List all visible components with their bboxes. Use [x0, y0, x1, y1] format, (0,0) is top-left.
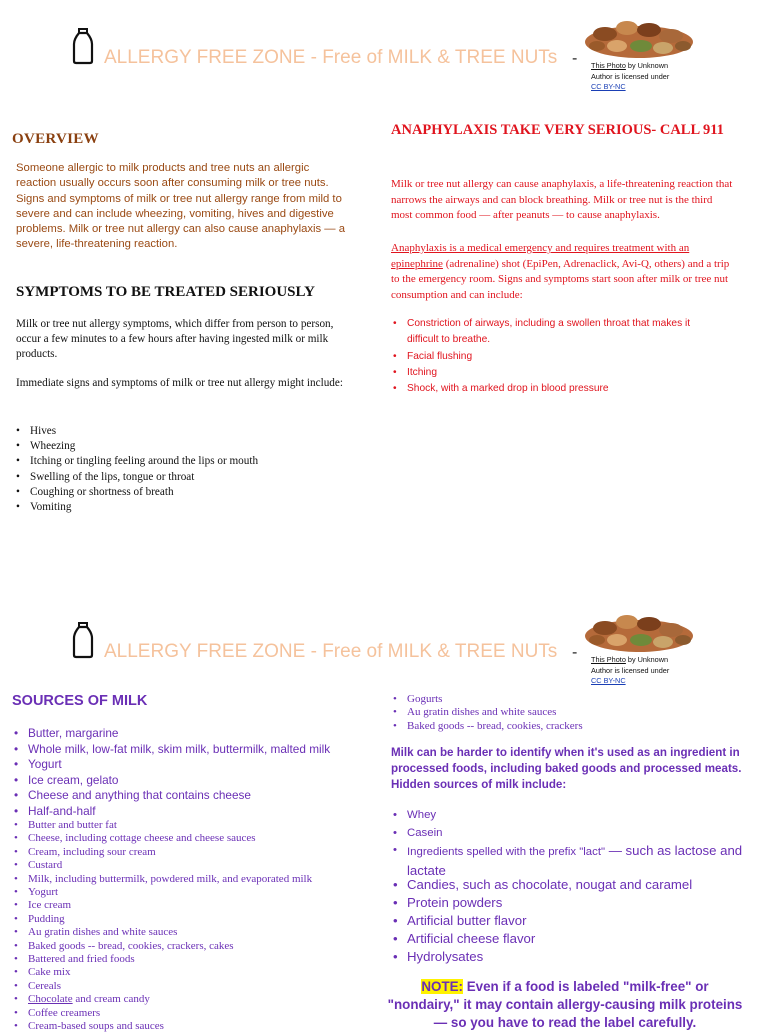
list-item: • Custard [14, 859, 374, 872]
immediate-symptoms-list [16, 424, 316, 515]
note-paragraph: NOTE: Even if a food is labeled "milk-free" or "nondairy," it may contain allergy-causing milk proteins — so you have to read the label carefully. [387, 979, 743, 1030]
list-item: • Au gratin dishes and white sauces [14, 926, 374, 939]
list-item: • Battered and fried foods [14, 953, 374, 966]
list-item: • Ice cream [14, 899, 374, 912]
photo-credit: This Photo by Unknown Author is licensed under CC BY-NC [591, 61, 670, 91]
immediate-intro: Immediate signs and symptoms of milk or tree nut allergy might include: [16, 377, 343, 389]
symptoms-heading: SYMPTOMS TO BE TREATED SERIOUSLY [16, 284, 315, 300]
list-item: • Yogurt [14, 886, 374, 899]
anaphylaxis-heading: ANAPHYLAXIS TAKE VERY SERIOUS- CALL 911 [391, 122, 724, 138]
list-item: • Constriction of airways, including a swollen throat that makes it difficult to breathe. [393, 316, 723, 349]
note-label: NOTE: [421, 979, 464, 994]
photo-credit-link[interactable]: This Photo [591, 61, 626, 70]
header-dash-page-2: - [572, 644, 578, 661]
list-item: • Swelling of the lips, tongue or throat [16, 470, 316, 485]
list-item: • Au gratin dishes and white sauces [393, 706, 733, 719]
sources-list-b [14, 819, 374, 1034]
header-title: ALLERGY FREE ZONE - Free of MILK & TREE NUTs [104, 47, 558, 68]
header-dash: - [572, 50, 578, 67]
photo-credit-page-2: This Photo by Unknown Author is licensed under CC BY-NC [591, 655, 670, 685]
sources-list-a [14, 726, 374, 819]
list-item: • Protein powders [393, 894, 753, 912]
list-item: • Cream-based soups and sauces [14, 1020, 374, 1033]
list-item: • Hives [16, 424, 316, 439]
list-item: • Ingredients spelled with the prefix "lact" — such as lactose and lactate [393, 842, 753, 881]
list-item: • Casein [393, 825, 753, 843]
list-item: • Baked goods -- bread, cookies, crackers [393, 720, 733, 733]
list-item: • Cheese and anything that contains cheese [14, 788, 374, 804]
overview-text: Someone allergic to milk products and tree nuts an allergic reaction usually occurs soon after consuming milk or tree nuts. Signs and symptoms of milk or tree nut allergy range from mild to severe and can include wheezing, vomiting, hives and digestive problems. Milk or tree nut allergy can also cause anaphylaxis — a severe, life-threatening reaction. [16, 162, 346, 251]
list-item: • Chocolate and cream candy [14, 993, 374, 1006]
list-item: • Yogurt [14, 757, 374, 773]
chocolate-link[interactable]: Chocolate [28, 993, 73, 1006]
list-item: • Cheese, including cottage cheese and cheese sauces [14, 832, 374, 845]
list-item: • Vomiting [16, 500, 316, 515]
list-item: • Coughing or shortness of breath [16, 485, 316, 500]
list-item: • Coffee creamers [14, 1007, 374, 1020]
mixed-nuts-photo [583, 12, 695, 65]
epinephrine-link[interactable]: Anaphylaxis is a medical emergency and requires treatment with an epinephrine [391, 242, 690, 270]
list-item: • Milk, including buttermilk, powdered milk, and evaporated milk [14, 873, 374, 886]
milk-bottle-icon [72, 27, 94, 65]
list-item: • Butter and butter fat [14, 819, 374, 832]
list-item: • Itching [393, 365, 723, 381]
sources-heading: SOURCES OF MILK [12, 693, 148, 709]
list-item: • Hydrolysates [393, 948, 753, 966]
anaphylaxis-paragraph-2: Anaphylaxis is a medical emergency and requires treatment with an epinephrine (adrenaline) shot (EpiPen, Adrenaclick, Avi-Q, others) and a trip to the emergency room. Signs and symptoms start soon after milk or tree nut consumption and can include: [391, 242, 730, 301]
header-title-page-2: ALLERGY FREE ZONE - Free of MILK & TREE NUTs [104, 641, 558, 662]
list-item: • Half-and-half [14, 804, 374, 820]
list-item: • Artificial cheese flavor [393, 930, 753, 948]
list-item: • Facial flushing [393, 349, 723, 365]
overview-heading: OVERVIEW [12, 131, 99, 147]
mixed-nuts-photo [583, 606, 695, 659]
milk-bottle-icon [72, 621, 94, 659]
hidden-sources-intro: Milk can be harder to identify when it's used as an ingredient in processed foods, including baked goods and processed meats. Hidden sources of milk include: [391, 746, 742, 791]
list-item: • Baked goods -- bread, cookies, crackers, cakes [14, 940, 374, 953]
license-link[interactable]: CC BY-NC [591, 82, 626, 91]
hidden-sources-list [393, 807, 753, 881]
license-link[interactable]: CC BY-NC [591, 676, 626, 685]
sources-list-right [393, 693, 733, 733]
hidden-sources-list-2 [393, 876, 753, 966]
list-item: • Cake mix [14, 966, 374, 979]
list-item: • Wheezing [16, 439, 316, 454]
list-item: • Whey [393, 807, 753, 825]
list-item: • Candies, such as chocolate, nougat and caramel [393, 876, 753, 894]
list-item: • Itching or tingling feeling around the lips or mouth [16, 454, 316, 469]
anaphylaxis-list [393, 316, 723, 397]
list-item: • Pudding [14, 913, 374, 926]
symptoms-intro: Milk or tree nut allergy symptoms, which differ from person to person, occur a few minutes to a few hours after having ingested milk or milk products. [16, 318, 334, 360]
list-item: • Artificial butter flavor [393, 912, 753, 930]
list-item: • Whole milk, low-fat milk, skim milk, buttermilk, malted milk [14, 742, 374, 758]
list-item: • Cereals [14, 980, 374, 993]
list-item: • Ice cream, gelato [14, 773, 374, 789]
photo-credit-link[interactable]: This Photo [591, 655, 626, 664]
list-item: • Butter, margarine [14, 726, 374, 742]
list-item: • Cream, including sour cream [14, 846, 374, 859]
list-item: • Shock, with a marked drop in blood pressure [393, 381, 723, 397]
list-item: • Gogurts [393, 693, 733, 706]
anaphylaxis-paragraph-1: Milk or tree nut allergy can cause anaphylaxis, a life-threatening reaction that narrows the airways and can block breathing. Milk or tree nut is the third most common food — after peanuts — to cause anaphylaxis. [391, 178, 733, 221]
